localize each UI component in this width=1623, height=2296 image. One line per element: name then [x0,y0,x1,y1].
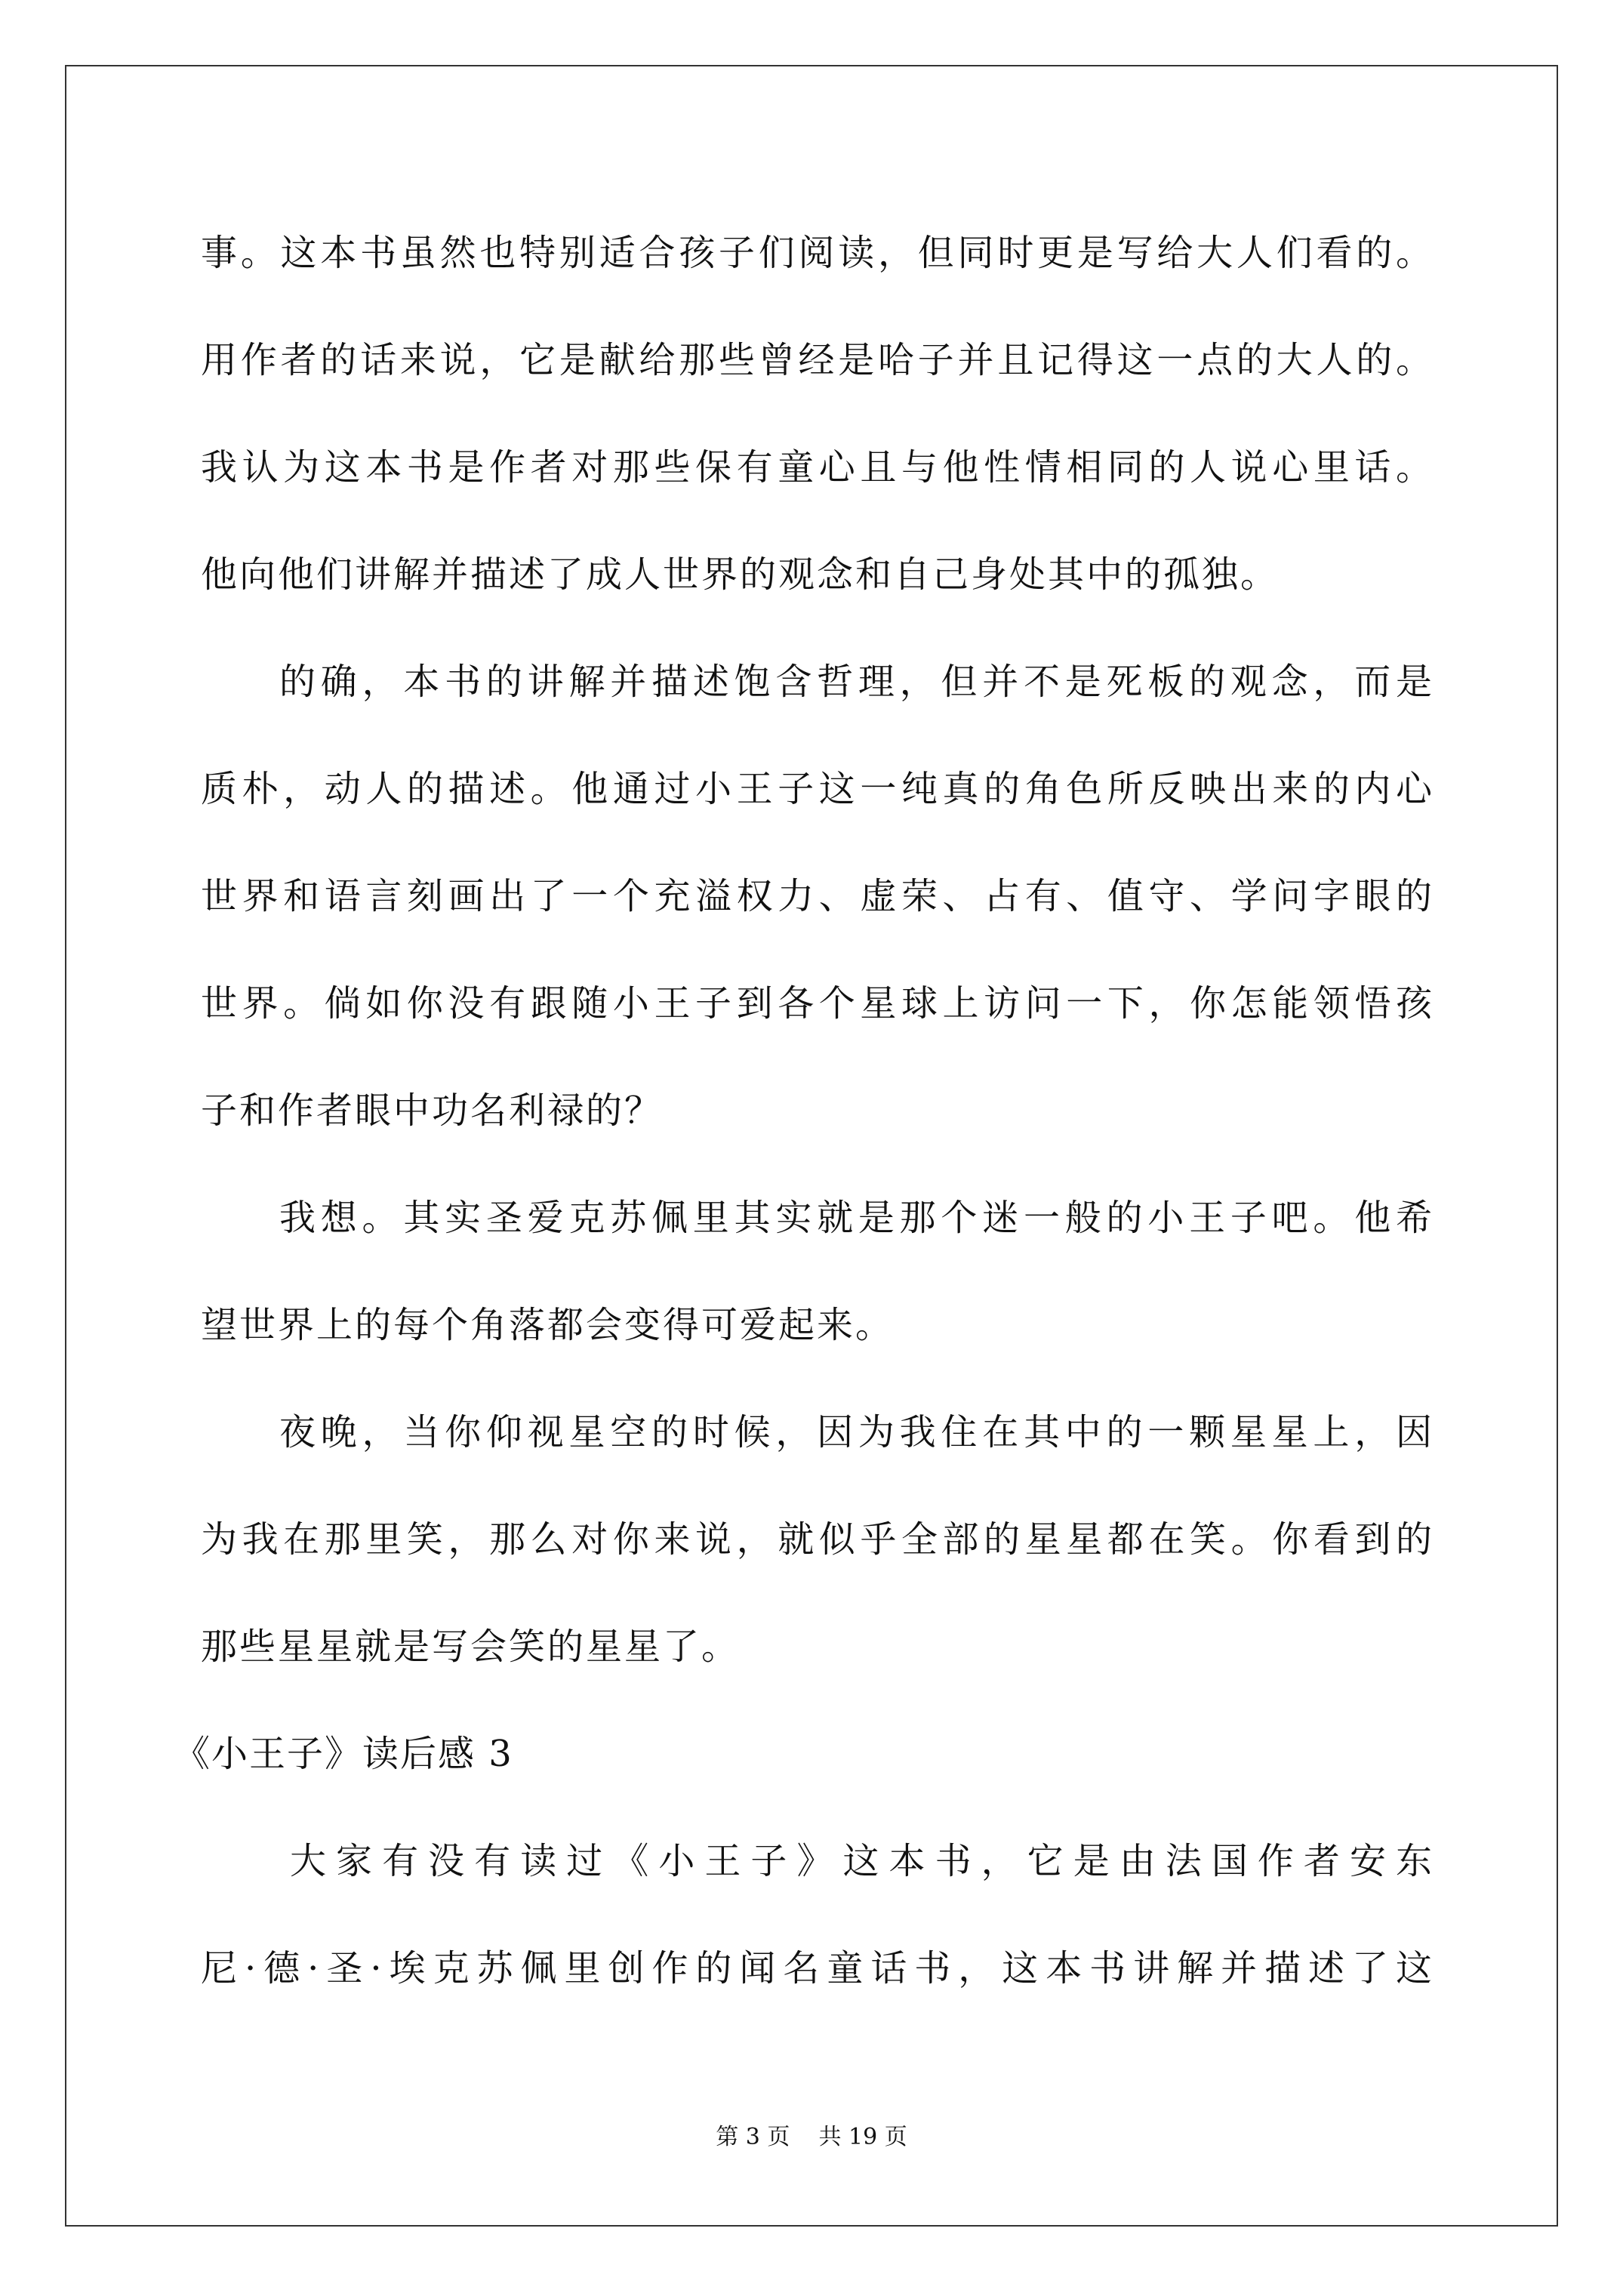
text-line: 夜晚，当你仰视星空的时候，因为我住在其中的一颗星星上，因 [279,1411,1434,1453]
text-line: 世界和语言刻画出了一个充溢权力、虚荣、占有、值守、学问字眼的 [201,875,1434,917]
text-line: 世界。倘如你没有跟随小王子到各个星球上访问一下，你怎能领悟孩 [201,982,1434,1025]
text-line: 他向他们讲解并描述了成人世界的观念和自己身处其中的孤独。 [201,553,1280,596]
text-line: 我想。其实圣爱克苏佩里其实就是那个迷一般的小王子吧。他希 [279,1197,1434,1239]
text-line: 望世界上的每个角落都会变得可爱起来。 [201,1304,895,1346]
section-heading: 《小王子》读后感 3 [174,1733,513,1775]
text-line: 那些星星就是写会笑的星星了。 [201,1626,741,1668]
text-line: 事。这本书虽然也特别适合孩子们阅读，但同时更是写给大人们看的。 [201,232,1434,274]
text-line: 尼·德·圣·埃克苏佩里创作的闻名童话书，这本书讲解并描述了这 [201,1947,1434,1989]
text-line: 质朴，动人的描述。他通过小王子这一纯真的角色所反映出来的内心 [201,768,1434,810]
text-line: 大家有没有读过《小王子》这本书，它是由法国作者安东 [290,1840,1434,1882]
text-line: 用作者的话来说，它是献给那些曾经是哈子并且记得这一点的大人的。 [201,339,1434,381]
text-line: 的确，本书的讲解并描述饱含哲理，但并不是死板的观念，而是 [279,661,1434,703]
text-line: 我认为这本书是作者对那些保有童心且与他性情相同的人说心里话。 [201,446,1434,488]
text-line: 为我在那里笑，那么对你来说，就似乎全部的星星都在笑。你看到的 [201,1518,1434,1561]
page-footer: 第 3 页 共 19 页 [716,2124,907,2150]
text-line: 子和作者眼中功名利禄的？ [201,1089,664,1132]
page-border [65,65,1558,2227]
